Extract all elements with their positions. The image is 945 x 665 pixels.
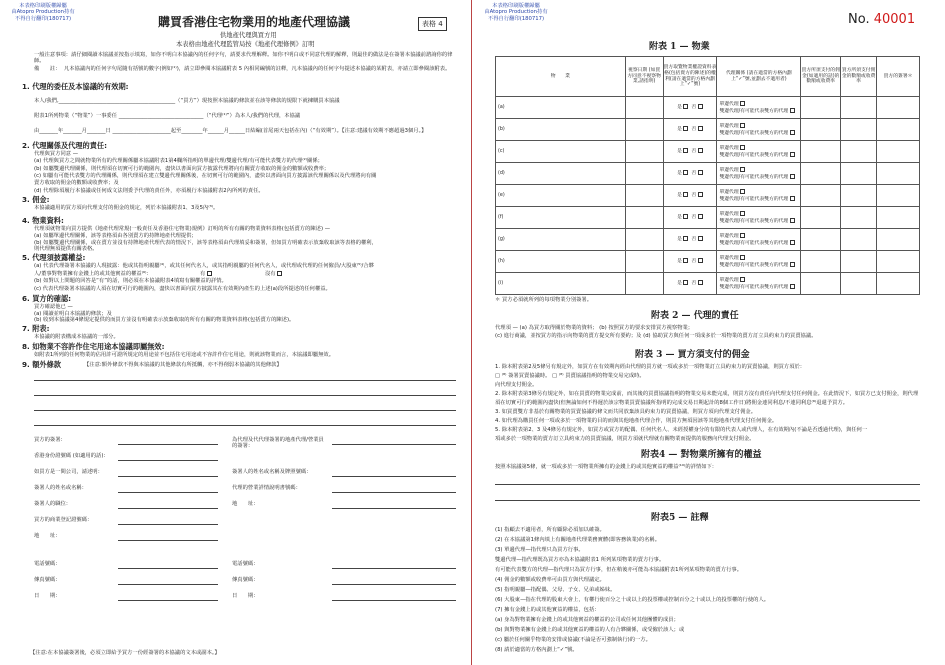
signature-cell[interactable] [877,273,920,295]
list-item: 1. 除本附表第2及5條另有規定外，如買方在有效期內經由代理的買方就一項或多於一項物業訂立具約束力的買賣協議，則買方須於： [495,364,806,370]
no-checkbox[interactable] [698,148,703,153]
commission-cell[interactable] [801,119,841,141]
copyright-stamp: 本表格印刷版權歸屬 由Atopro Production持有 不得自行翻印(180717) [11,3,75,22]
signature-field-line[interactable] [332,492,456,493]
signature-field-label: 買方的簽署： [34,437,66,443]
ownership-cell: 是 否 [663,207,717,229]
property-cell[interactable]: (b) [496,119,626,141]
list-item: (a) 閱讀並明白本協議的條款；及 [34,310,112,317]
yes-checkbox[interactable] [683,236,688,241]
property-cell[interactable]: (e) [496,185,626,207]
table-row [496,185,920,207]
pay-time-cell[interactable] [841,207,877,229]
signature-field-line[interactable] [118,600,218,601]
signature-field-line[interactable] [118,584,218,585]
commission-cell[interactable] [801,185,841,207]
yes-checkbox[interactable] [683,280,688,285]
pay-time-cell[interactable] [841,273,877,295]
signature-field-line[interactable] [118,524,218,525]
yes-checkbox[interactable] [683,214,688,219]
no-checkbox[interactable] [698,170,703,175]
view-date-cell[interactable] [625,185,663,207]
view-date-cell[interactable] [625,251,663,273]
list-item: 5. 除本附表第2、3 及4條另有規定外，如買方或買方的配偶、任何代名人、未經授權身分的有限的代表人或代理人，在有效期內(不論是否透過代理)，與任何一 [495,427,868,433]
property-cell[interactable]: (f) [496,207,626,229]
single-agency-checkbox[interactable] [740,101,745,106]
ownership-cell: 是 否 [663,185,717,207]
no-checkbox[interactable] [698,236,703,241]
extra-terms-line[interactable] [34,380,456,381]
dual-agency-checkbox[interactable] [790,262,795,267]
table-row [496,273,920,295]
signature-field-label: 日 期： [34,593,61,599]
relation-cell: 單邊代理 雙邊代理/有可能代表雙方的代理 [717,185,801,207]
list-item: (c) 代表代理簽署本協議的人須在切實可行的範圍內，盡快以書面向買方披露其在有效期內產生的上述(a)段所提述的任何權益。 [34,285,331,292]
list-item: 4. 如代理為購買任何一項或多於一項物業的目的而與其他地產代理合作，則買方無須因該等其他地產代理支付任何佣金。 [495,418,778,424]
dual-agency-checkbox[interactable] [790,284,795,289]
list-item: 3. 如買賣雙方非基於有關物業的買賣協議的條文而共同放棄該具約束力的買賣協議，則買方須向代理支付佣金。 [495,409,756,415]
interest-yes-checkbox[interactable] [207,271,212,276]
section-7-heading: 7. 附表: [22,324,50,333]
ownership-cell: 是 否 [663,163,717,185]
section-1-line-b[interactable]: 附表1所列物業（“物業”）一事委任 ________________________________（“代理⁽¹⁾”）為本人/我們的代理，本協議 [34,113,301,119]
list-item: (8) 請於適當的方格內劃上“✓”號。 [495,647,578,653]
view-date-cell[interactable] [625,163,663,185]
col-signature: 買方的簽署＊ [877,57,920,97]
agreement-page-right [473,0,945,665]
extra-terms-line[interactable] [34,425,456,426]
pay-time-cell[interactable] [841,97,877,119]
list-item: 代理與買方同意 — [34,151,79,157]
dual-agency-checkbox[interactable] [790,108,795,113]
no-checkbox[interactable] [698,126,703,131]
pay-time-cell[interactable] [841,185,877,207]
section-3-heading: 3. 佣金: [22,195,50,204]
signature-field-line[interactable] [332,444,456,445]
commission-cell[interactable] [801,163,841,185]
signature-field-line[interactable] [118,492,218,493]
commission-cell[interactable] [801,207,841,229]
relation-cell: 單邊代理 雙邊代理/有可能代表雙方的代理 [717,119,801,141]
interest-detail-line[interactable] [495,484,920,485]
no-checkbox[interactable] [698,104,703,109]
list-item: 項或多於一項物業的賣方訂立具約束力的買賣協議，則買方須就代理就有關物業而提供的服務向代理支付佣金。 [495,436,755,442]
section-9-note: 【注意:額外條款不得與本協議的其他條款有所抵觸，亦不得削弱本協議的其他條款】 [84,362,282,368]
dual-agency-checkbox[interactable] [790,218,795,223]
view-date-cell[interactable] [625,207,663,229]
list-item: (b) 收到本協議第4條規定提供的而買方並沒有明確表示放棄收取的所有有關的物業資料表格(包括賣方的陳述)。 [34,317,295,323]
table-row [496,207,920,229]
relation-cell: 單邊代理 雙邊代理/有可能代表雙方的代理 [717,251,801,273]
pay-time-cell[interactable] [841,229,877,251]
section-4-heading: 4. 物業資料: [22,216,64,225]
section-7-text: 本協議的附表構成本協議的一部分。 [34,334,119,340]
no-checkbox[interactable] [698,280,703,285]
dual-agency-checkbox[interactable] [790,152,795,157]
property-cell[interactable]: (a) [496,97,626,119]
signature-field-label: 買方的商業登記證號碼： [34,517,93,523]
schedule-1-title: 附表 1 — 物業 [649,42,710,52]
signature-field-label: 簽署人的姓名或名稱及牌照號碼： [232,469,312,475]
section-1-line-a[interactable]: 本人/我們,____________________________________________（“買方”）現按照本協議的條款並在該等條款的規限下就揀購買本協議 [34,98,340,104]
list-item: 有可能代表雙方的代理—指代理只為買方行事，但在稍後亦可能為本協議附表1所列某項物業的賣方行事。 [495,567,743,573]
signature-field-line[interactable] [332,508,456,509]
signature-field-line[interactable] [118,540,218,541]
table-row [496,251,920,273]
list-item: (4) 佣金的數額或收費率可由買方與代理議定。 [495,577,605,583]
list-item: (5) 指明親屬—指配偶、父母、子女、兄弟或姊妹。 [495,587,616,593]
dual-agency-checkbox[interactable] [790,130,795,135]
footer-note: 【注意:在本協議簽署後，必須立即給予買方一份經簽署的本協議的文本或副本。】 [30,650,220,656]
signature-field-label: 日 期： [232,593,259,599]
agreement-subtitle-2: 本表格由地產代理監管局按《地產代理條例》訂明 [176,41,315,48]
col-ownership: 買方取覽物業權證資料表格(包括賣方的陳述)的權利(請在適當的方格內劃上“✓”號) [663,57,717,97]
commission-cell[interactable] [801,229,841,251]
table-row [496,141,920,163]
relation-cell: 單邊代理 雙邊代理/有可能代表雙方的代理 [717,163,801,185]
list-item: (3) 單邊代理—指代理只為買方行事。 [495,547,584,553]
section-8-text: 如附表1所列的任何物業的佔用許可證所規定的用途並不包括住宅用途或不容許作住宅用途，則就該物業而言，本協議即屬無效。 [34,352,334,358]
list-item: 雙邊代理—指代理既為買方亦為本協議附表1 所列某項物業的賣方行事。 [495,557,665,563]
col-commission: 買方所須支付的佣金(如適用的話)的數額或收費率 [801,57,841,97]
schedule-4-title: 附表4 — 對物業所擁有的權益 [641,450,762,460]
ownership-cell: 是 否 [663,273,717,295]
signature-field-label: 電話號碼： [232,561,259,567]
signature-field-label: 電話號碼： [34,561,61,567]
list-item: (b) 與對物業擁有金錢上的或其他實益的權益的人有合夥關係，或受僱於該人；或 [495,627,685,633]
view-date-cell[interactable] [625,141,663,163]
property-cell[interactable]: (i) [496,273,626,295]
list-item: (c) 屬於任何關乎物業的安排或協議(不論是否可強制執行)的一方。 [495,637,651,643]
relation-cell: 單邊代理 雙邊代理/有可能代表雙方的代理 [717,229,801,251]
commission-cell[interactable] [801,273,841,295]
agreement-page-left [0,0,472,665]
single-agency-checkbox[interactable] [740,233,745,238]
signature-field-label: 傳真號碼： [232,577,259,583]
signature-cell[interactable] [877,207,920,229]
yes-checkbox[interactable] [683,104,688,109]
signature-field-label: 傳真號碼： [34,577,61,583]
serial-number: No. 40001 [848,12,916,27]
signature-field-line[interactable] [118,444,218,445]
list-item: (c) 進行商議，並按買方的指示向物業的賣方提交所有要約；及 (d) 協助買方與任何一項成多於一項物業的賣方訂立具約束力的買賣協議。 [495,333,817,339]
signature-field-label: 簽署人的職位： [34,501,72,507]
view-date-cell[interactable] [625,273,663,295]
pay-time-cell[interactable] [841,163,877,185]
table-row [496,163,920,185]
signature-field-label: 地 址： [232,501,259,507]
signature-field-label: 地 址： [34,533,61,539]
yes-checkbox[interactable] [683,192,688,197]
col-property: 物 業 [496,57,626,97]
interest-no-option[interactable]: 沒有 [265,271,282,277]
list-item: (b) 如對以上問題的回答是“有”的話，則必須在本協議附表4填寫有關權益的詳情。 [34,278,227,285]
dual-agency-checkbox[interactable] [790,174,795,179]
list-item: (b) 如屬雙邊代理關係，則代理須在切實可行的範圍內，盡快以書面向買方披露代理將向有關賣方收取的佣金的數額或收費率； [34,165,330,172]
form-number-badge: 表格 4 [418,17,447,31]
list-item: 賣方收取的佣金的數額或收費率；及 [34,180,119,187]
signature-field-label: 為代理及代代理簽署的地產代理/營業員的簽署： [232,437,324,450]
view-date-cell[interactable] [625,229,663,251]
schedule-2-title: 附表 2 — 代理的責任 [651,311,739,321]
list-item: 買方確認他已 — [34,304,73,310]
signature-field-label: 代理的營業詳情說明書號碼： [232,485,301,491]
list-item: (a) 代表代理簽署本協議的人現披露：他或其指明親屬⁽⁴⁾，或其任何代名人，或其指明親屬的任何代名人，或代理或代理的任何僱員/大股東⁽⁵⁾/合夥 [34,263,374,269]
general-notice: 一般注意事項：請仔細閱讀本協議並按指示填寫，如你不明白本協議內的任何字句，請要求代理解釋。如你不明白或不同意代理的解釋，則最佳的做法是在簽署本協議前諮詢你的律師。 [34,52,453,65]
table-row [496,97,920,119]
list-item: (a) 如屬單邊代理關係，該等表格須由各別賣方的持牌地產代理提供； [34,232,197,239]
signature-field-line[interactable] [332,584,456,585]
section-9-heading: 9. 額外條款 [22,360,61,369]
signature-field-line[interactable] [332,568,456,569]
single-agency-checkbox[interactable] [740,167,745,172]
yes-checkbox[interactable] [683,170,688,175]
ownership-cell: 是 否 [663,229,717,251]
schedule-5-title: 附表5 — 註釋 [651,513,709,523]
ownership-cell: 是 否 [663,119,717,141]
no-checkbox[interactable] [698,214,703,219]
signature-field-label: 香港身份證號碼 (如適用的話)： [34,453,109,459]
section-1-line-c[interactable]: 由_______年_______月_______日 ______________________起至________年______月______日結編(首尾兩天包括在內)（“有效期”）。【注意:建議有效期不應超過3個月。】 [34,128,427,134]
relation-cell: 單邊代理 雙邊代理/有可能代表雙方的代理 [717,207,801,229]
yes-checkbox[interactable] [683,148,688,153]
note-label: 備 註： [34,66,61,72]
section-6-heading: 6. 買方的確認: [22,294,72,303]
yes-checkbox[interactable] [683,258,688,263]
relation-cell: 單邊代理 雙邊代理/有可能代表雙方的代理 [717,97,801,119]
single-agency-checkbox[interactable] [740,255,745,260]
list-item: (1) 指顧去不適用者，所有顧除必須加以確簽。 [495,527,605,533]
list-item: 須在切實可行的範圍內盡快(但無論如何不得遲於該宗物業買賣協議所指明的完成交易日期起計的8個工作日)將佣金連同利息/不連同利息⁽⁹⁾退還予買方。 [495,400,849,406]
section-3-text: 本協議適用的買方須向代理支付的佣金的規定，列於本協議附表1、3及5內⁽³⁾。 [34,205,219,211]
list-item: (d) 代理除須履行本協議或任何成文法則委予代理的責任外，亦須履行本協議附表2內所列的責任。 [34,187,264,194]
col-relation: 代理關係 (請在適當的方格內劃上“✓”號,並劃去不適用者) [717,57,801,97]
signature-cell[interactable] [877,251,920,273]
section-2-heading: 2. 代理關係及代理的責任: [22,141,107,150]
property-cell[interactable]: (c) [496,141,626,163]
signature-field-label: 簽署人的姓名或名稱： [34,485,87,491]
schedule-3-title: 附表 3 — 買方須支付的佣金 [635,350,750,360]
table-row [496,229,920,251]
copyright-stamp: 本表格印刷版權歸屬 由Atopro Production持有 不得自行翻印(180717) [484,3,548,22]
list-item: 代理須就物業向買方提供《地產代理常規(一般責任及香港住宅物業)規例》訂明的所有有關的物業資料表格(包括賣方的陳述) — [34,226,330,232]
schedule-1-note: ＊ 買方必須就所列的每項物業分別簽署。 [495,297,593,303]
list-item: (2) 在本協議第1條內填上有關地產代理業務實體(即客務執業)的名稱。 [495,537,661,543]
relation-cell: 單邊代理 雙邊代理/有可能代表雙方的代理 [717,273,801,295]
property-cell[interactable]: (h) [496,251,626,273]
ownership-cell: 是 否 [663,97,717,119]
pay-time-cell[interactable] [841,251,877,273]
single-agency-checkbox[interactable] [740,211,745,216]
signature-cell[interactable] [877,229,920,251]
schedule-4-text: 按照本協議第5條，就一項或多於一項物業所擁有的金錢上的或其他實益的權益⁽¹⁰⁾的詳情如下： [495,464,718,470]
table-row [496,119,920,141]
col-pay-time: 買方所須支付佣金的數額或收費率 [841,57,877,97]
signature-field-line[interactable] [118,460,218,461]
list-item: 向代理支付佣金。 [495,382,538,388]
signature-field-line[interactable] [118,508,218,509]
list-item: 2. 除本附表第3條另有規定外，如在買賣的物業完成前，而其後的買賣協議指明的物業交易未能完成，則買方沒有責任向代理支付任何佣金。在此情況下，如買方已支付佣金，則代理 [495,391,919,397]
signature-cell[interactable] [877,97,920,119]
yes-checkbox[interactable] [683,126,688,131]
signature-field-line[interactable] [118,476,218,477]
signature-field-line[interactable] [332,476,456,477]
pay-time-cell[interactable] [841,119,877,141]
single-agency-checkbox[interactable] [740,145,745,150]
property-cell[interactable]: (g) [496,229,626,251]
property-cell[interactable]: (d) [496,163,626,185]
commission-cell[interactable] [801,251,841,273]
list-item: (6) 大股東—指在代理的股東大會上，有權行使百分之十或以上的投票權或控制百分之十或以上的投票權的行使的人。 [495,597,770,603]
pay-time-cell[interactable] [841,141,877,163]
extra-terms-line[interactable] [34,395,456,396]
commission-cell[interactable] [801,141,841,163]
list-item: 人/董事對物業擁有金錢上的或其他實益的權益⁽⁶⁾： [34,270,152,277]
list-item: (a) 代理與買方之間就物業所有的代理關係屬本協議附表1第4欄所指明的單邊代理/雙邊代理/有可能代表雙方的代理⁽²⁾關係； [34,158,323,165]
extra-terms-line[interactable] [34,410,456,411]
list-item: (c) 如屬有可能代表雙方的代理關係，則代理須在建立雙邊代理關係後，在切實可行的範圍內，盡快以書面向買方披露該代理關係以及代理將向有關 [34,172,377,179]
note-text: 凡本協議內的任何字句尾隨有括號的數字(例如⁽¹⁾)，請立即參閱本協議附表 5 內相同編號的註釋，凡本協議內的任何字句提述本協議的某附表，亦請立即參閱該附表。 [64,66,451,72]
col-view-date: 視察日期 (如買方同意不視察物業,請指明) [625,57,663,97]
view-date-cell[interactable] [625,97,663,119]
dual-agency-checkbox[interactable] [790,240,795,245]
list-item: (b) 如屬雙邊代理關係，或在賣方並沒有持牌地產代理代表的情況下，該等表格須由代理填妥和簽署，但如買方明確表示放棄收取該等表格的權利， [34,239,377,246]
relation-cell: 單邊代理 雙邊代理/有可能代表雙方的代理 [717,141,801,163]
list-item: 代理須 — (a) 為買方取得關於物業的資料； (b) 按照買方的要求安排買方視察物業； [495,325,694,331]
interest-detail-line[interactable] [495,500,920,501]
list-item: □ ⁽⁸⁾ 簽署買賣協議時。 □ ⁽⁸⁾ 買賣協議指明的物業交易完成時。 [495,373,645,379]
agreement-subtitle: 供地產代理與買方用 [220,32,277,39]
ownership-cell: 是 否 [663,141,717,163]
property-table [495,56,920,295]
no-checkbox[interactable] [698,258,703,263]
ownership-cell: 是 否 [663,251,717,273]
commission-cell[interactable] [801,97,841,119]
list-item: 則代理無須提供有關表格。 [34,246,98,253]
section-1-heading: 1. 代理的委任及本協議的有效期: [22,82,129,91]
signature-field-line[interactable] [118,568,218,569]
interest-no-checkbox[interactable] [277,271,282,276]
single-agency-checkbox[interactable] [740,189,745,194]
signature-cell[interactable] [877,119,920,141]
list-item: (7) 擁有金錢上的或其他實益的權益，包括： [495,607,600,613]
view-date-cell[interactable] [625,119,663,141]
list-item: (a) 身為對物業擁有金錢上的或其他實益的權益的公司或任何其他團體的成員； [495,617,679,623]
signature-cell[interactable] [877,141,920,163]
section-8-heading: 8. 如物業不容許作住宅用途本協議即屬無效: [22,342,165,351]
signature-field-line[interactable] [332,600,456,601]
section-5-heading: 5. 代理須披露權益: [22,253,86,262]
signature-cell[interactable] [877,163,920,185]
dual-agency-checkbox[interactable] [790,196,795,201]
signature-cell[interactable] [877,185,920,207]
agreement-title: 購買香港住宅物業用的地產代理協議 [158,15,351,29]
single-agency-checkbox[interactable] [740,123,745,128]
signature-field-label: 如買方是一間公司，請述明： [34,469,103,475]
no-checkbox[interactable] [698,192,703,197]
single-agency-checkbox[interactable] [740,277,745,282]
interest-yes-option[interactable]: 有 [200,271,212,277]
